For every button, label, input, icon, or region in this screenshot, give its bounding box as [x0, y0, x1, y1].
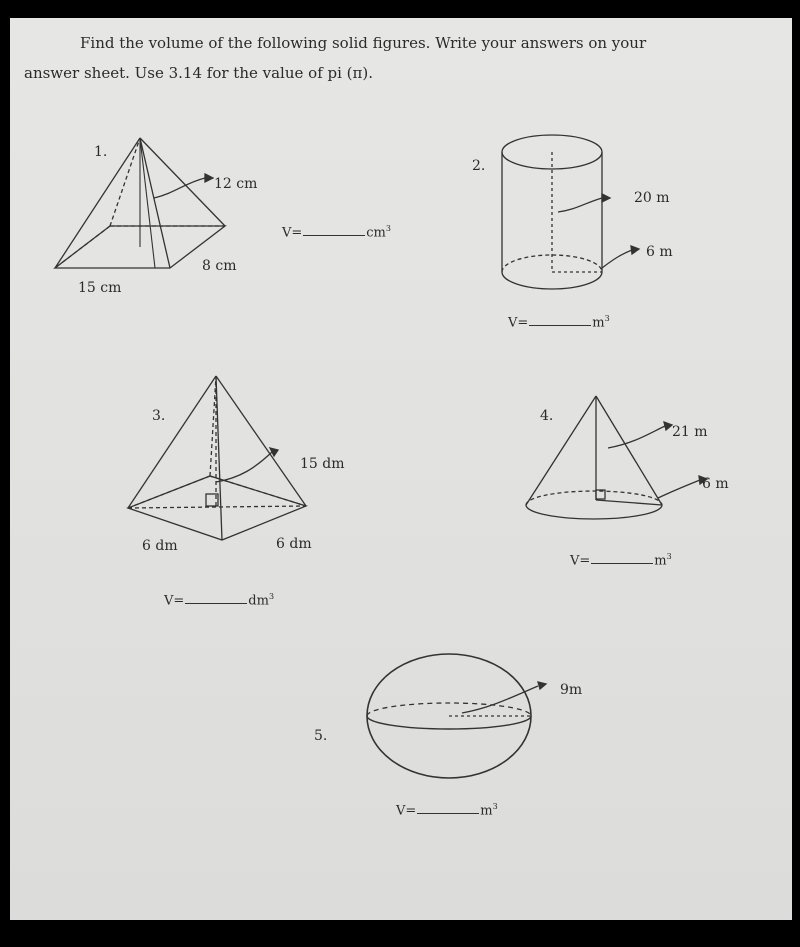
figure-2-number: 2.	[472, 158, 486, 174]
figure-3-height-label: 15 dm	[300, 456, 345, 472]
answer-blank[interactable]	[529, 315, 591, 326]
answer-blank[interactable]	[303, 225, 365, 236]
figure-5-radius-label: 9m	[560, 682, 583, 698]
figure-3-side-a-label: 6 dm	[142, 538, 178, 554]
figure-5-answer: $V= m^3$	[396, 802, 498, 819]
figure-5-number: 5.	[314, 728, 328, 744]
figure-2-cylinder	[502, 135, 639, 289]
figure-1-rectangular-pyramid	[55, 138, 225, 268]
answer-blank[interactable]	[417, 803, 479, 814]
figure-3-square-pyramid	[128, 376, 306, 540]
figure-2-radius-label: 6 m	[646, 244, 673, 260]
figure-1-answer: $V= cm^3$	[282, 224, 391, 241]
figure-1-length-label: 15 cm	[78, 280, 122, 296]
figure-4-radius-label: 6 m	[702, 476, 729, 492]
figure-1-number: 1.	[94, 144, 108, 160]
instructions-line-1: Find the volume of the following solid figures. Write your answers on your	[80, 34, 647, 52]
instructions-line-2: answer sheet. Use 3.14 for the value of pi (π).	[24, 64, 374, 82]
figure-2-answer: $V= m^3$	[508, 314, 610, 331]
figure-1-height-label: 12 cm	[214, 176, 258, 192]
answer-blank[interactable]	[185, 593, 247, 604]
worksheet-page	[10, 18, 792, 920]
figure-2-height-label: 20 m	[634, 190, 670, 206]
figure-4-height-label: 21 m	[672, 424, 708, 440]
answer-blank[interactable]	[591, 553, 653, 564]
figure-3-answer: $V= dm^3$	[164, 592, 275, 609]
figure-5-sphere	[367, 654, 546, 778]
figure-3-number: 3.	[152, 408, 166, 424]
figure-1-width-label: 8 cm	[202, 258, 237, 274]
figures-drawing	[10, 18, 792, 920]
figure-4-number: 4.	[540, 408, 554, 424]
figure-3-side-b-label: 6 dm	[276, 536, 312, 552]
figure-4-answer: $V= m^3$	[570, 552, 672, 569]
